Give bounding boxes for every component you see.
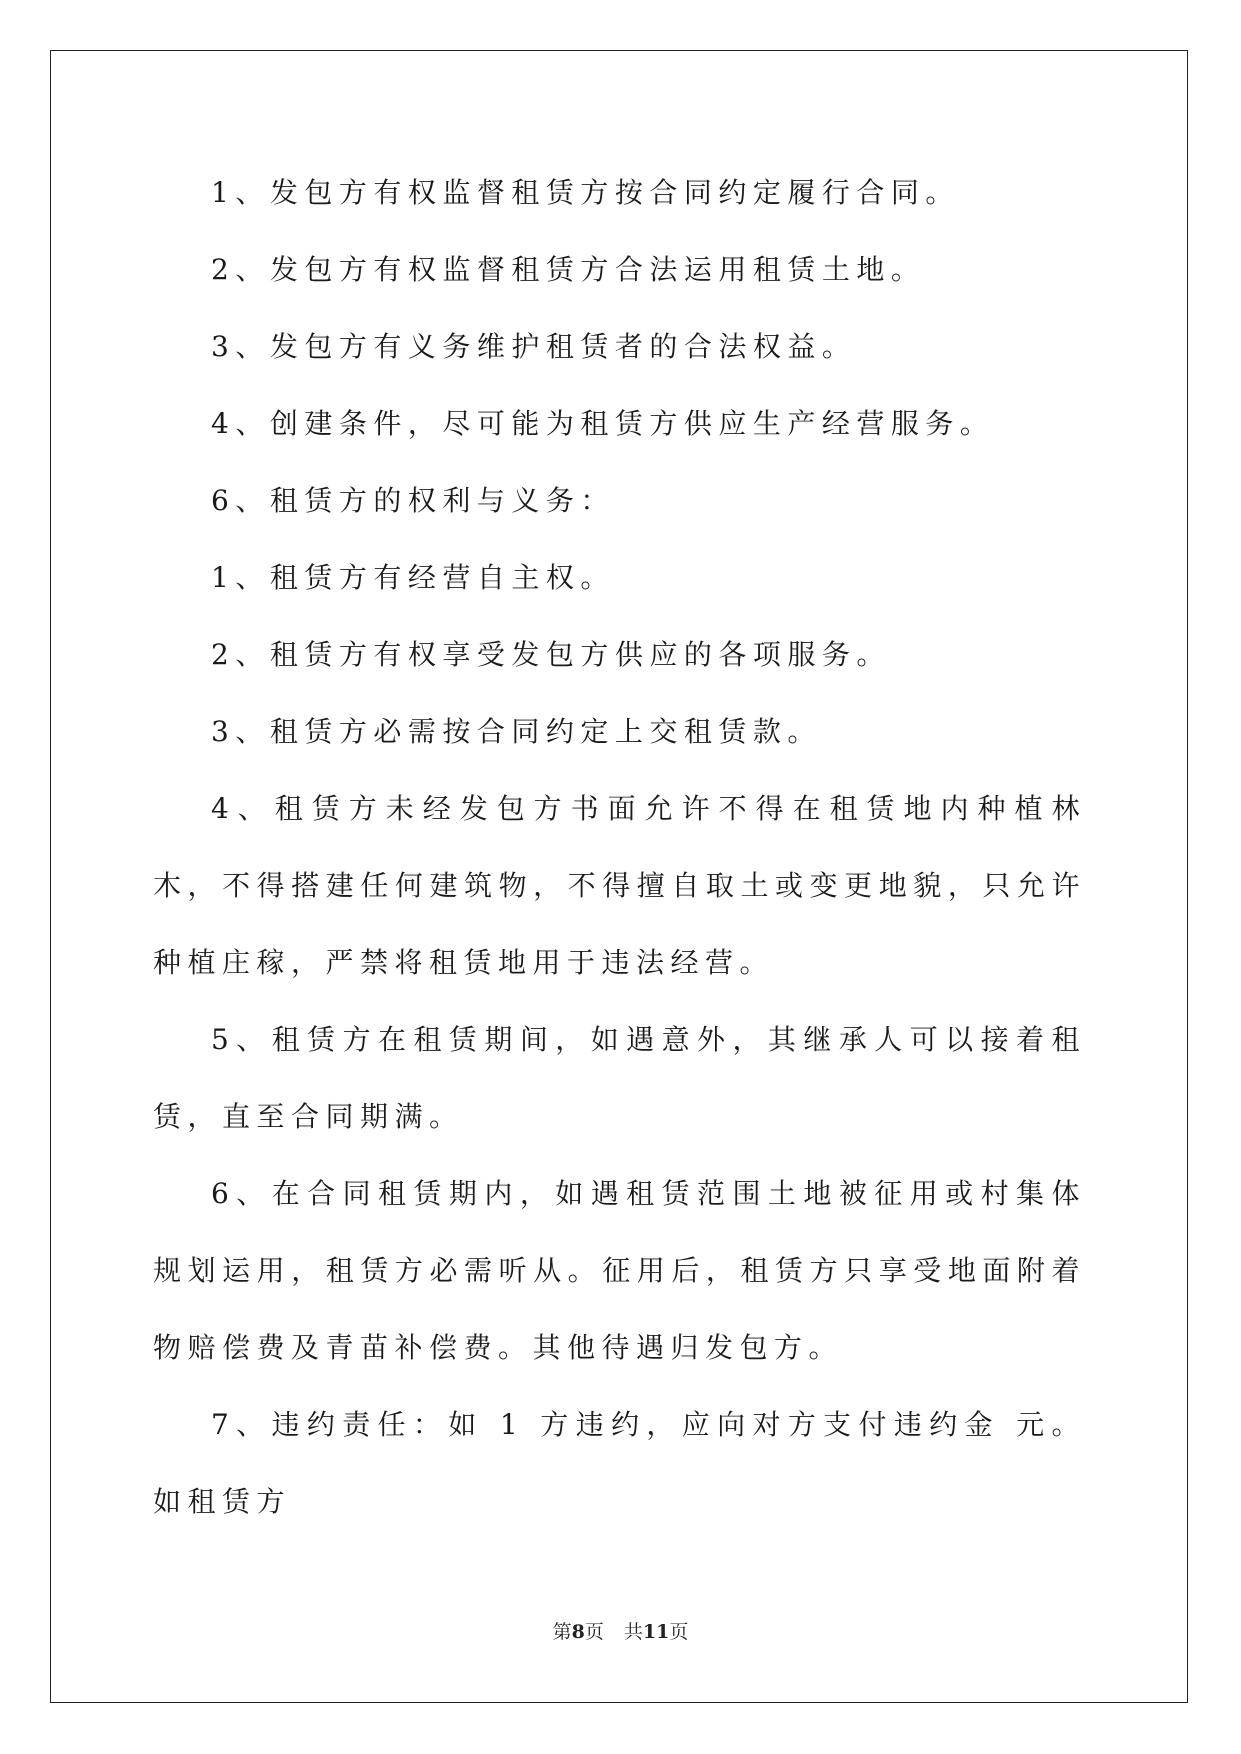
total-prefix: 共 [623, 1621, 643, 1643]
page-prefix: 第 [552, 1621, 572, 1643]
paragraph: 3、租赁方必需按合同约定上交租赁款。 [211, 715, 822, 748]
page-footer [0, 1617, 1241, 1644]
total-pages: 11 [642, 1621, 670, 1643]
total-suffix: 页 [669, 1621, 689, 1643]
paragraph: 7、违约责任：如 1 方违约，应向对方支付违约金 元。如租赁方 [153, 1408, 1086, 1518]
page-number: 8 [571, 1621, 585, 1643]
paragraph: 4、租赁方未经发包方书面允许不得在租赁地内种植林木，不得搭建任何建筑物，不得擅自取土或变更地貌，只允许种植庄稼，严禁将租赁地用于违法经营。 [153, 792, 1086, 979]
document-body [153, 154, 1086, 1540]
paragraph: 2、租赁方有权享受发包方供应的各项服务。 [211, 638, 891, 671]
paragraph: 3、发包方有义务维护租赁者的合法权益。 [211, 330, 857, 363]
page-suffix: 页 [584, 1621, 604, 1643]
paragraph: 6、在合同租赁期内，如遇租赁范围土地被征用或村集体规划运用，租赁方必需听从。征用后，租赁方只享受地面附着物赔偿费及青苗补偿费。其他待遇归发包方。 [153, 1177, 1086, 1364]
paragraph: 1、发包方有权监督租赁方按合同约定履行合同。 [211, 176, 960, 209]
paragraph: 2、发包方有权监督租赁方合法运用租赁土地。 [211, 253, 926, 286]
paragraph: 4、创建条件，尽可能为租赁方供应生产经营服务。 [211, 407, 995, 440]
paragraph: 6、租赁方的权利与义务： [211, 484, 615, 517]
paragraph: 1、租赁方有经营自主权。 [211, 561, 615, 594]
paragraph: 5、租赁方在租赁期间，如遇意外，其继承人可以接着租赁，直至合同期满。 [153, 1023, 1086, 1133]
